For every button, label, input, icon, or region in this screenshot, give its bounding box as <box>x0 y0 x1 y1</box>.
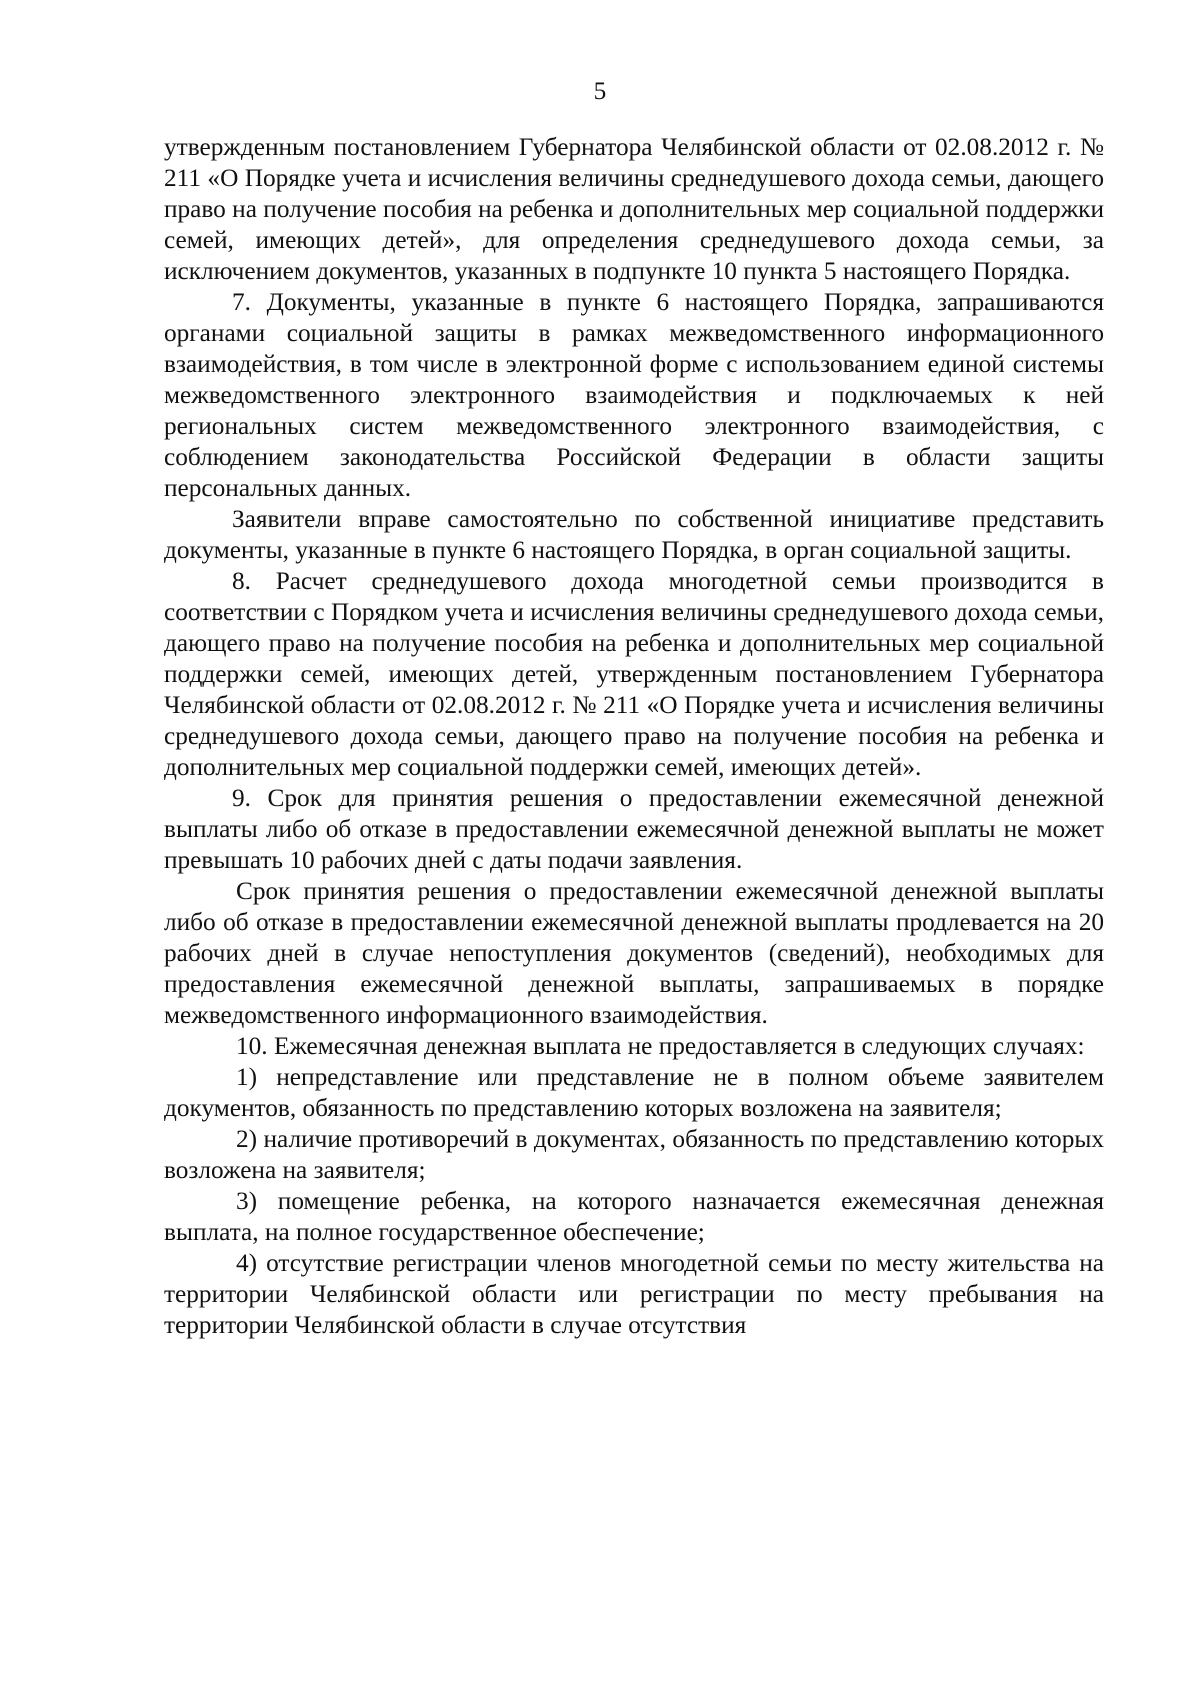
document-body <box>164 132 1104 1341</box>
list-item-2: 2) наличие противоречий в документах, обязанность по представлению которых возложена на заявителя; <box>164 1125 1104 1184</box>
list-item-4: 4) отсутствие регистрации членов многодетной семьи по месту жительства на территории Челябинской области или регистрации по месту пребывания на территории Челябинской области в случае отсутствия <box>164 1249 1104 1339</box>
page-number: 5 <box>593 77 607 105</box>
list-item-3: 3) помещение ребенка, на которого назначается ежемесячная денежная выплата, на полное государственное обеспечение; <box>164 1187 1104 1246</box>
paragraph-item-7: 7. Документы, указанные в пункте 6 настоящего Порядка, запрашиваются органами социальной защиты в рамках межведомственного информационного взаимодействия, в том числе в электронной форме с использованием единой системы межведомственного электронного взаимодействия и подключаемых к ней региональных систем межведомственного электронного взаимодействия, с соблюдением законодательства Российской Федерации в области защиты персональных данных. <box>164 288 1104 502</box>
paragraph-continuation: утвержденным постановлением Губернатора Челябинской области от 02.08.2012 г. № 211 «О Порядке учета и исчисления величины среднедушевого дохода семьи, дающего право на получение пособия на ребенка и дополнительных мер социальной поддержки семей, имеющих детей», для определения среднедушевого дохода семьи, за исключением документов, указанных в подпункте 10 пункта 5 настоящего Порядка. <box>164 133 1104 285</box>
paragraph-item-8: 8. Расчет среднедушевого дохода многодетной семьи производится в соответствии с Порядком учета и исчисления величины среднедушевого дохода семьи, дающего право на получение пособия на ребенка и дополнительных мер социальной поддержки семей, имеющих детей, утвержденным постановлением Губернатора Челябинской области от 02.08.2012 г. № 211 «О Порядке учета и исчисления величины среднедушевого дохода семьи, дающего право на получение пособия на ребенка и дополнительных мер социальной поддержки семей, имеющих детей». <box>164 567 1104 781</box>
paragraph-item-10: 10. Ежемесячная денежная выплата не предоставляется в следующих случаях: <box>236 1032 1085 1060</box>
paragraph-applicants-right: Заявители вправе самостоятельно по собственной инициативе представить документы, указанные в пункте 6 настоящего Порядка, в орган социальной защиты. <box>164 505 1104 564</box>
paragraph-item-9: 9. Срок для принятия решения о предоставлении ежемесячной денежной выплаты либо об отказе в предоставлении ежемесячной денежной выплаты не может превышать 10 рабочих дней с даты подачи заявления. <box>164 784 1104 874</box>
list-item-1: 1) непредставление или представление не в полном объеме заявителем документов, обязанность по представлению которых возложена на заявителя; <box>164 1063 1104 1122</box>
paragraph-deadline-extension: Срок принятия решения о предоставлении ежемесячной денежной выплаты либо об отказе в предоставлении ежемесячной денежной выплаты продлевается на 20 рабочих дней в случае непоступления документов (сведений), необходимых для предоставления ежемесячной денежной выплаты, запрашиваемых в порядке межведомственного информационного взаимодействия. <box>164 877 1104 1029</box>
